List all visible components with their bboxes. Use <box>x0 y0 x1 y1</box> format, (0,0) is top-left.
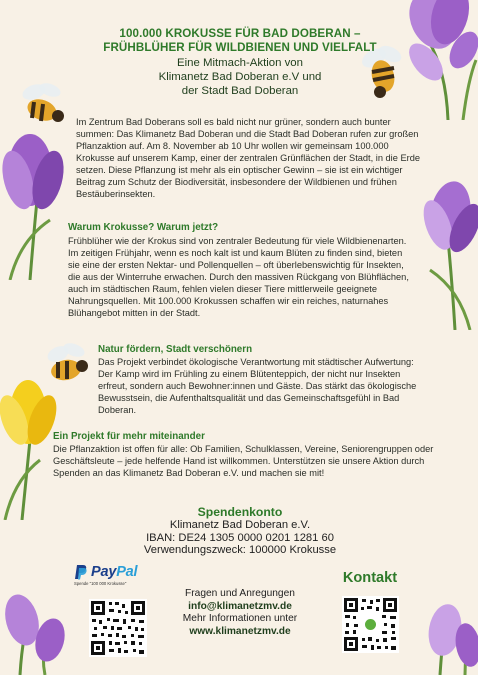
section-body-why-crocus: Frühblüher wie der Krokus sind von zentraler Bedeutung für viele Wildbienenarten. Im zeitigen Frühjahr, wenn es noch kalt ist und kaum Blüten zu finden sind, bieten sie eine der ersten Nektar- und Pollenquellen – oft überlebenswichtig für Insekten, die aus der Winterruhe erwachen. Durch den massiven Rückgang von Blühflächen, auch im städtischen Raum, fehlen vielen dieser Tiere mittlerweile geeignete Nahrungsquellen. Mit 100.000 Krokussen schaffen wir ein reiches, naturnahes Blühangebot mitten in der Stadt. <box>68 236 409 319</box>
paypal-qr-code[interactable] <box>89 599 147 657</box>
paypal-caption: Spende "100 000 Krokusse" <box>74 581 127 586</box>
kontakt-title: Kontakt <box>342 570 398 586</box>
paypal-logo <box>74 564 160 580</box>
paypal-word-pay: Pay <box>91 564 117 580</box>
donation-account-purpose: Verwendungszweck: 100000 Krokusse <box>143 544 337 557</box>
page-subtitle <box>100 56 380 98</box>
crocus-bottom-left-illustration <box>0 580 70 675</box>
donation-account-iban: IBAN: DE24 1305 0000 0201 1281 60 <box>146 531 334 544</box>
section-heading-nature: Natur fördern, Stadt verschönern <box>98 344 253 355</box>
paypal-word-pal: Pal <box>116 564 138 580</box>
section-body-nature: Das Projekt verbindet ökologische Verantwortung mit städtischer Aufwertung: Der Kamp wird im Frühling zu einem Blütenteppich, der nicht nur Insekten erfreut, sondern auch Bewohner:innen und Gäste. Das stärkt das ökologische Bewusstsein, die Aufenthaltsqualität und das Gemeinschaftsgefühl in Bad Doberan. <box>98 357 417 416</box>
subtitle-line-1: Eine Mitmach-Aktion von <box>177 57 303 69</box>
subtitle-line-3: der Stadt Bad Doberan <box>181 85 299 97</box>
crocus-right-middle-illustration <box>410 170 478 330</box>
page-title-line-1: 100.000 KROKUSSE FÜR BAD DOBERAN – <box>119 27 361 40</box>
paypal-qr-graphic <box>89 599 147 657</box>
paypal-icon <box>74 564 88 580</box>
intro-paragraph: Im Zentrum Bad Doberans soll es bald nicht nur grüner, sondern auch bunter summen: Das Klimanetz Bad Doberan und die Stadt Bad Doberan rufen zur großen Pflanzaktion auf. Am 8. November ab 10 Uhr wollen wir gemeinsam 100.000 Krokusse auf unserem Kamp, einer der zentralen Grünflächen der Stadt, in die Erde setzen. Diese Pflanzung ist mehr als ein optischer Gewinn – sie ist ein wichtiger Beitrag zum Schutz der Biodiversität, insbesondere der Wildbienen und frühen Bestäuberinsekten. <box>76 117 420 200</box>
page-title-line-2: FRÜHBLÜHER FÜR WILDBIENEN UND VIELFALT <box>103 41 377 54</box>
donation-account-block <box>120 505 360 557</box>
kontakt-qr-code[interactable] <box>342 596 399 653</box>
section-heading-together: Ein Projekt für mehr miteinander <box>53 431 205 442</box>
donation-account-title: Spendenkonto <box>197 505 283 519</box>
section-body-together: Die Pflanzaktion ist offen für alle: Ob Familien, Schulklassen, Vereine, Seniorengruppen oder Geschäftsleute – jede helfende Hand ist willkommen. Unterstützen sie unsere Aktion durch Spenden an das Klimanetz Bad Doberan e.V. und machen sie mit! <box>53 444 434 479</box>
crocus-bottom-right-illustration <box>410 590 478 675</box>
contact-website-link[interactable]: www.klimanetzmv.de <box>189 625 291 637</box>
contact-email-link[interactable]: info@klimanetzmv.de <box>188 600 292 612</box>
contact-line-more-info: Mehr Informationen unter <box>182 613 298 625</box>
section-heading-why-crocus: Warum Krokusse? Warum jetzt? <box>68 222 219 233</box>
contact-info-block <box>160 588 320 638</box>
paypal-block <box>74 564 160 586</box>
subtitle-line-2: Klimanetz Bad Doberan e.V und <box>158 71 322 83</box>
donation-account-holder: Klimanetz Bad Doberan e.V. <box>169 519 311 531</box>
contact-line-questions: Fragen und Anregungen <box>185 588 295 599</box>
paypal-wordmark <box>91 564 137 580</box>
klimanetz-logo-badge <box>365 619 376 630</box>
crocus-left-illustration <box>0 120 75 280</box>
page-title <box>60 27 420 55</box>
